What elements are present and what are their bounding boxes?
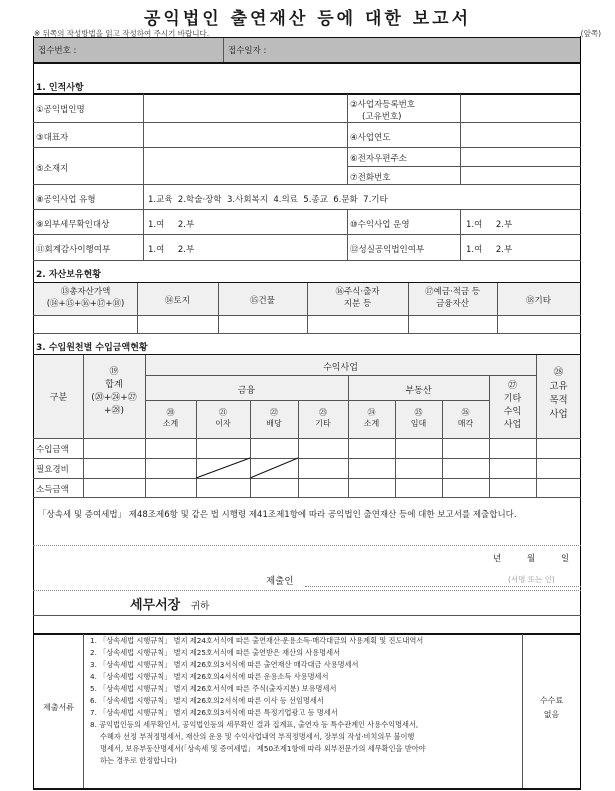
sincere-corp-options: 1.여 2.부 [466,245,513,255]
sub-dividend: 배당 [266,419,282,428]
other-profit-header-3: 사업 [503,420,522,430]
sub-num-24: ㉔ [367,408,376,417]
other-profit-num: ㉗ [507,381,517,391]
doc-item-8-cont-3: 하는 경우로 한정합니다) [100,756,177,765]
doc-item-8: 8. 공익법인등의 세무확인서, 공익법인등의 세무확인 결과 집계표, 출연자 등 특수관계인 사용수익명세서, [90,720,419,729]
stock-header-sub: 지분 등 [343,299,372,309]
receipt-number-label: 접수번호 : [38,46,77,56]
sub-finance-total: 소계 [162,419,179,428]
account-audit-label: ⑪회계감사이행여부 [36,245,111,255]
profit-biz-options: 1.여 2.부 [466,220,513,230]
sub-rent: 임대 [410,419,427,428]
etc-asset-header: ⑱기타 [526,296,551,306]
form-title: 공익법인 출연재산 등에 대한 보고서 [143,9,471,29]
sub-num-21: ㉑ [219,408,227,417]
doc-item-8-cont-2: 명세서, 보유부동산명세서(「상속세 및 증여세법」 제50조제1항에 따라 외부전문가의 세무확인을 받아야 [100,744,426,753]
biz-reg-label: ②사업자등록번호 [350,100,416,110]
sub-sale: 매각 [457,419,474,428]
total-formula-2: +㉘) [103,406,125,416]
doc-item-6: 6. 「상속세법 시행규칙」 별지 제26호의2서식에 따른 이사 등 선임명세서 [90,696,324,705]
doc-item-4: 4. 「상속세법 시행규칙」 별지 제26호의4서식에 따른 운용소득 사용명세서 [90,672,329,681]
total-assets-header: ⑬총자산가액 [60,287,111,297]
tax-office-recipient: 세무서장 [130,598,181,613]
biz-type-label: ⑧공익사업 유형 [36,195,96,205]
section-1-heading: 1. 인적사항 [36,83,84,93]
sub-interest: 이자 [215,419,231,428]
deposit-header-sub: 금융자산 [436,299,469,309]
unique-purpose-num: ㉘ [553,367,564,378]
sub-num-22: ㉒ [270,408,278,417]
corp-name-label: ①공익법인명 [36,105,85,115]
finance-header: 금융 [237,386,256,396]
account-audit-options: 1.여 2.부 [148,245,195,255]
receipt-date-label: 접수일자 : [228,46,267,56]
external-audit-label: ⑨외부세무확인대상 [36,220,110,230]
doc-item-1: 1. 「상속세법 시행규칙」 별지 제24호서식에 따른 출연재산·운용소득·매각대금의 사용계획 및 진도내역서 [90,636,424,645]
sub-num-23: ㉓ [319,408,327,417]
total-header: 합계 [105,380,123,390]
gubun-header: 구분 [49,393,68,403]
email-label: ⑥전자우편주소 [350,154,407,164]
doc-item-3: 3. 「상속세법 시행규칙」 별지 제26호의3서식에 따른 출연재산 매각대금 사용명세서 [90,660,359,669]
deposit-header: ⑰예금·적금 등 [425,287,480,297]
doc-item-5: 5. 「상속세법 시행규칙」 별지 제26호서식에 따른 주식(출자지분) 보유명세서 [90,684,337,693]
row-expense-label: 필요경비 [36,465,69,475]
instruction-note: ※ 뒤쪽의 작성방법을 읽고 작성하여 주시기 바랍니다. [34,29,210,38]
required-docs-list [90,635,520,767]
total-assets-formula: (⑭+⑮+⑯+⑰+⑱) [46,299,125,309]
unique-no-label: (고유번호) [362,112,402,122]
land-header: ⑭토지 [165,296,190,306]
sub-num-20: ⑳ [166,408,175,417]
fee-value: 없음 [543,710,560,719]
page-side-label: (앞쪽) [580,29,601,38]
profit-biz-label: ⑩수익사업 운영 [350,220,410,230]
doc-item-7: 7. 「상속세법 시행규칙」 별지 제26호의3서식에 따른 특정기업광고 등 명세서 [90,708,338,717]
submission-statement: 「상속세 및 증여세법」 제48조제6항 및 같은 법 시행령 제41조제1항에 따라 공익법인 출연재산 등에 대한 보고서를 제출합니다. [38,510,517,520]
other-profit-header: 기타 [503,394,522,404]
submitter-label: 제출인 [266,576,294,587]
row-revenue-label: 수입금액 [36,445,69,455]
section-2-heading: 2. 자산보유현황 [36,270,101,280]
building-header: ⑮건물 [250,296,275,306]
sincere-corp-label: ⑫성실공익법인여부 [350,245,425,255]
external-audit-options: 1.여 2.부 [148,220,195,230]
total-formula-1: (⑳+㉔+㉗ [91,393,137,403]
realty-header: 부동산 [405,386,432,396]
total-num: ⑲ [109,367,119,377]
phone-label: ⑦전화번호 [350,173,391,183]
doc-item-2: 2. 「상속세법 시행규칙」 별지 제25호서식에 따른 출연받은 재산의 사용명세서 [90,648,341,657]
fee-label: 수수료 [539,696,564,705]
stock-header: ⑯주식·출자 [335,287,380,297]
fiscal-year-label: ④사업연도 [350,133,391,143]
row-income-label: 소득금액 [36,485,69,495]
date-year: 년 [493,554,502,564]
signature-note: (서명 또는 인) [508,575,555,584]
biz-type-options: 1.교육 2.학술·장학 3.사회복지 4.의료 5.종교 6.문화 7.기타 [148,195,388,205]
date-month: 월 [527,554,536,564]
sub-realty-total: 소계 [363,419,380,428]
sub-finance-etc: 기타 [315,419,331,428]
section-3-heading: 3. 수입원천별 수입금액현황 [36,343,148,353]
representative-label: ③대표자 [36,133,69,143]
unique-purpose-header-2: 목적 [549,395,568,406]
address-label: ⑤소재지 [36,164,69,174]
unique-purpose-header: 고유 [549,381,568,392]
other-profit-header-2: 수익 [503,407,522,417]
required-docs-label: 제출서류 [43,703,74,712]
doc-item-8-cont-1: 수혜자 선정 부적정명세서, 재산의 운용 및 수익사업내역 부적정명세서, 장부의 작성·비치의무 불이행 [100,732,415,741]
unique-purpose-header-3: 사업 [549,409,568,420]
recipient-honorific: 귀하 [191,601,210,612]
sub-num-25: ㉕ [414,408,423,417]
sub-num-26: ㉖ [461,408,470,417]
profit-biz-header: 수익사업 [323,363,358,373]
date-day: 일 [561,554,570,564]
